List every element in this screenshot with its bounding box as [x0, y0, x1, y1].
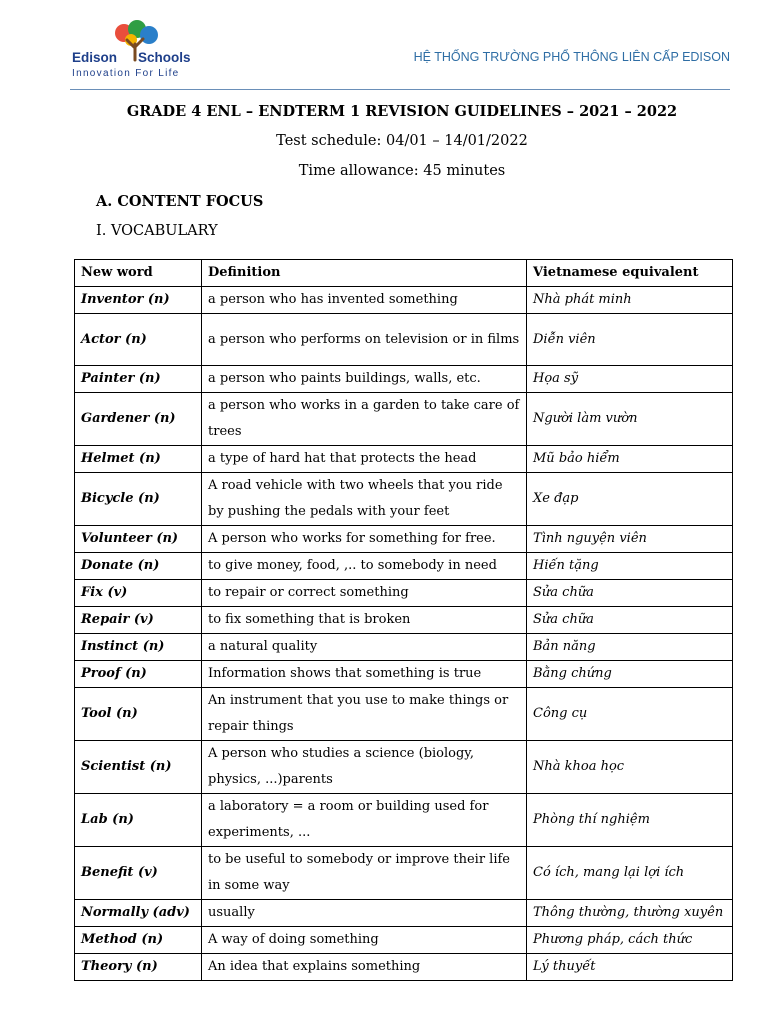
vocab-definition-cell: A way of doing something [202, 927, 527, 954]
vocabulary-table-body [75, 287, 733, 981]
vocab-word-cell: Benefit (v) [75, 847, 202, 900]
document-title: GRADE 4 ENL – ENDTERM 1 REVISION GUIDELINES – 2021 – 2022 [126, 103, 678, 120]
vocab-word-cell: Donate (n) [75, 553, 202, 580]
vocab-word-cell: Proof (n) [75, 661, 202, 688]
table-row [75, 741, 733, 794]
vocab-definition-cell: A person who works for something for free. [202, 526, 527, 553]
vocab-word-cell: Volunteer (n) [75, 526, 202, 553]
logo-brand-left: Edison [72, 50, 118, 65]
column-header-vietnamese: Vietnamese equivalent [527, 260, 733, 287]
vocab-definition-cell: An idea that explains something [202, 954, 527, 981]
table-row [75, 287, 733, 314]
table-row [75, 580, 733, 607]
table-row [75, 607, 733, 634]
vocab-word-cell: Repair (v) [75, 607, 202, 634]
vocab-word-cell: Inventor (n) [75, 287, 202, 314]
vocab-definition-cell: a person who paints buildings, walls, etc. [202, 366, 527, 393]
vocab-word-cell: Theory (n) [75, 954, 202, 981]
table-row [75, 446, 733, 473]
school-system-name: HỆ THỐNG TRƯỜNG PHỔ THÔNG LIÊN CẤP EDISON [413, 50, 730, 64]
vocab-definition-cell: to be useful to somebody or improve their life in some way [202, 847, 527, 900]
vocab-vietnamese-cell: Hiến tặng [527, 553, 733, 580]
vocab-vietnamese-cell: Mũ bảo hiểm [527, 446, 733, 473]
vocab-word-cell: Tool (n) [75, 688, 202, 741]
vocab-word-cell: Method (n) [75, 927, 202, 954]
vocab-definition-cell: to give money, food, ,.. to somebody in need [202, 553, 527, 580]
vocab-word-cell: Painter (n) [75, 366, 202, 393]
vocab-word-cell: Bicycle (n) [75, 473, 202, 526]
table-row [75, 473, 733, 526]
vocab-vietnamese-cell: Họa sỹ [527, 366, 733, 393]
vocab-word-cell: Instinct (n) [75, 634, 202, 661]
vocab-definition-cell: to repair or correct something [202, 580, 527, 607]
page-header [0, 0, 768, 92]
table-row [75, 553, 733, 580]
vocab-definition-cell: usually [202, 900, 527, 927]
vocab-word-cell: Actor (n) [75, 314, 202, 366]
table-row [75, 954, 733, 981]
vocab-word-cell: Lab (n) [75, 794, 202, 847]
table-header-row [75, 260, 733, 287]
vocab-vietnamese-cell: Có ích, mang lại lợi ích [527, 847, 733, 900]
vocab-definition-cell: a person who performs on television or in films [202, 314, 527, 366]
vocab-definition-cell: a natural quality [202, 634, 527, 661]
vocab-vietnamese-cell: Nhà phát minh [527, 287, 733, 314]
vocab-definition-cell: a person who has invented something [202, 287, 527, 314]
edison-schools-logo [70, 20, 210, 82]
test-schedule: Test schedule: 04/01 – 14/01/2022 [276, 133, 528, 149]
vocab-vietnamese-cell: Công cụ [527, 688, 733, 741]
section-heading-content-focus: A. CONTENT FOCUS [96, 193, 264, 210]
table-row [75, 847, 733, 900]
table-row [75, 634, 733, 661]
vocab-vietnamese-cell: Phòng thí nghiệm [527, 794, 733, 847]
vocabulary-table [74, 259, 733, 981]
time-allowance: Time allowance: 45 minutes [298, 163, 506, 179]
logo-brand-right: Schools [138, 50, 191, 65]
table-row [75, 661, 733, 688]
vocab-definition-cell: A person who studies a science (biology, physics, ...)parents [202, 741, 527, 794]
header-divider [70, 89, 730, 90]
vocab-vietnamese-cell: Nhà khoa học [527, 741, 733, 794]
vocab-word-cell: Scientist (n) [75, 741, 202, 794]
subsection-heading-vocabulary: I. VOCABULARY [96, 223, 218, 239]
vocab-definition-cell: a laboratory = a room or building used for experiments, ... [202, 794, 527, 847]
vocab-word-cell: Helmet (n) [75, 446, 202, 473]
vocab-definition-cell: to fix something that is broken [202, 607, 527, 634]
vocab-word-cell: Fix (v) [75, 580, 202, 607]
table-row [75, 927, 733, 954]
vocab-vietnamese-cell: Xe đạp [527, 473, 733, 526]
vocab-definition-cell: A road vehicle with two wheels that you ride by pushing the pedals with your feet [202, 473, 527, 526]
vocab-word-cell: Normally (adv) [75, 900, 202, 927]
column-header-new-word: New word [75, 260, 202, 287]
column-header-definition: Definition [202, 260, 527, 287]
vocab-vietnamese-cell: Người làm vườn [527, 393, 733, 446]
table-row [75, 366, 733, 393]
vocab-vietnamese-cell: Lý thuyết [527, 954, 733, 981]
table-row [75, 393, 733, 446]
vocab-vietnamese-cell: Phương pháp, cách thức [527, 927, 733, 954]
table-row [75, 526, 733, 553]
vocab-definition-cell: An instrument that you use to make things or repair things [202, 688, 527, 741]
vocab-vietnamese-cell: Sửa chữa [527, 607, 733, 634]
logo-tagline: Innovation For Life [72, 68, 180, 79]
vocab-vietnamese-cell: Bản năng [527, 634, 733, 661]
vocab-vietnamese-cell: Bằng chứng [527, 661, 733, 688]
vocab-definition-cell: a person who works in a garden to take care of trees [202, 393, 527, 446]
vocab-vietnamese-cell: Sửa chữa [527, 580, 733, 607]
vocab-vietnamese-cell: Diễn viên [527, 314, 733, 366]
vocab-word-cell: Gardener (n) [75, 393, 202, 446]
table-row [75, 314, 733, 366]
table-row [75, 900, 733, 927]
table-row [75, 688, 733, 741]
table-row [75, 794, 733, 847]
vocab-vietnamese-cell: Tình nguyện viên [527, 526, 733, 553]
vocab-definition-cell: a type of hard hat that protects the head [202, 446, 527, 473]
vocab-vietnamese-cell: Thông thường, thường xuyên [527, 900, 733, 927]
vocab-definition-cell: Information shows that something is true [202, 661, 527, 688]
